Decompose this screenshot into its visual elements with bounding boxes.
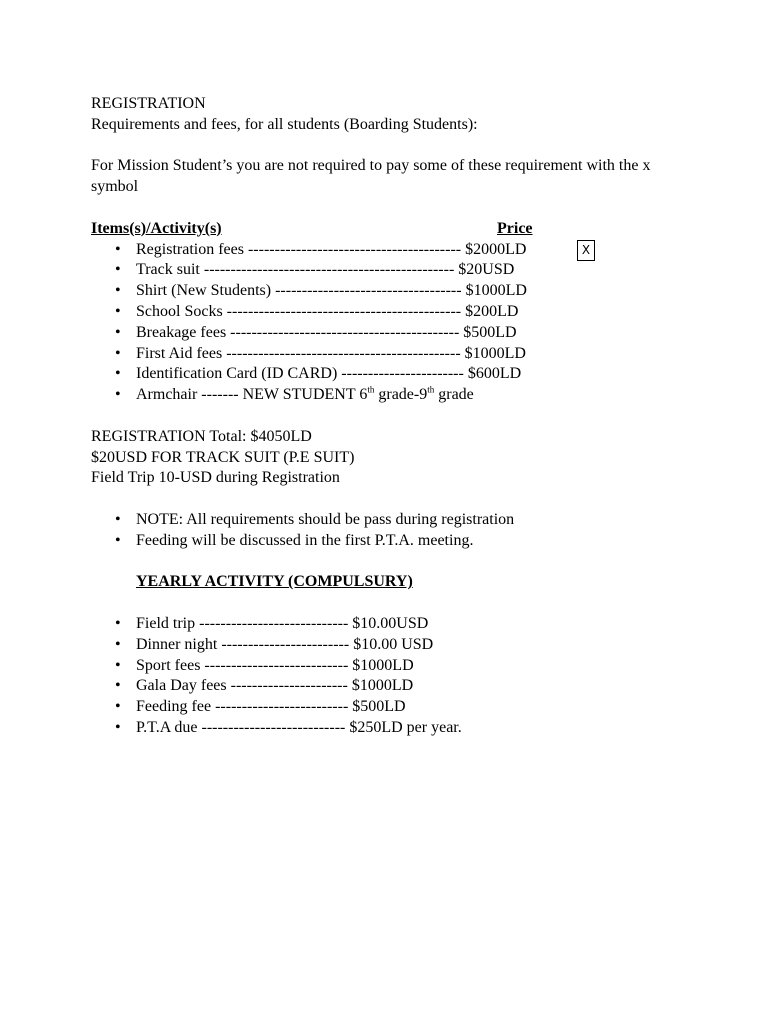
fee-item-text: Identification Card (ID CARD) ----------------------- $600LD — [136, 365, 522, 383]
track-suit-note: $20USD FOR TRACK SUIT (P.E SUIT) — [91, 448, 355, 466]
bullet-icon: • — [115, 365, 121, 383]
mission-student-note: For Mission Student’s you are not required to pay some of these requirement with the x symbol — [91, 157, 651, 196]
bullet-icon: • — [115, 718, 121, 736]
bullet-icon: • — [115, 302, 121, 320]
ordinal-suffix: th — [427, 384, 435, 395]
bullet-icon: • — [115, 614, 121, 632]
bullet-icon: • — [115, 510, 121, 528]
list-item — [91, 364, 691, 385]
spacer — [91, 136, 691, 157]
activity-item-text: P.T.A due --------------------------- $250LD per year. — [136, 718, 462, 736]
armchair-suffix: grade — [434, 386, 474, 404]
yearly-activity-title: YEARLY ACTIVITY (COMPULSURY) — [136, 573, 413, 591]
list-item — [91, 260, 691, 281]
list-item — [91, 510, 691, 531]
registration-heading: REGISTRATION — [91, 95, 206, 112]
items-column-header: Items(s)/Activity(s) — [91, 219, 222, 237]
bullet-icon: • — [115, 656, 121, 674]
notes-list — [91, 510, 691, 552]
list-item — [91, 531, 691, 552]
spacer — [91, 406, 691, 427]
spacer — [91, 593, 691, 614]
list-item — [91, 614, 691, 635]
list-item — [91, 240, 691, 261]
spacer — [91, 198, 691, 219]
armchair-middle: grade-9 — [374, 386, 428, 404]
bullet-icon: • — [115, 531, 121, 549]
spacer — [91, 552, 691, 573]
registration-total: REGISTRATION Total: $4050LD — [91, 427, 312, 445]
list-item — [91, 676, 691, 697]
bullet-icon: • — [115, 282, 121, 300]
yearly-activity-list — [91, 614, 691, 739]
fee-item-text: School Socks -------------------------------------------- $200LD — [136, 302, 519, 320]
requirements-subheading: Requirements and fees, for all students (Boarding Students): — [91, 115, 478, 133]
list-item — [91, 385, 691, 406]
note-text: NOTE: All requirements should be pass during registration — [136, 510, 515, 528]
bullet-icon: • — [115, 635, 121, 653]
fee-item-text: First Aid fees -------------------------------------------- $1000LD — [136, 344, 526, 362]
bullet-icon: • — [115, 677, 121, 695]
list-item — [91, 302, 691, 323]
items-price-header — [91, 219, 691, 240]
bullet-icon: • — [115, 698, 121, 716]
spacer — [91, 489, 691, 510]
fee-item-text: Track suit ----------------------------------------------- $20USD — [136, 261, 515, 279]
bullet-icon: • — [115, 261, 121, 279]
activity-item-text: Dinner night ------------------------ $10.00 USD — [136, 635, 434, 653]
fee-item-text: Breakage fees ------------------------------------------- $500LD — [136, 323, 517, 341]
bullet-icon: • — [115, 323, 121, 341]
activity-item-text: Field trip ---------------------------- $10.00USD — [136, 614, 429, 632]
ordinal-suffix: th — [367, 384, 375, 395]
list-item — [91, 281, 691, 302]
list-item — [91, 656, 691, 677]
list-item — [91, 697, 691, 718]
list-item — [91, 635, 691, 656]
fee-item-text: Registration fees ---------------------------------------- $2000LD — [136, 240, 527, 258]
armchair-prefix: Armchair ------- NEW STUDENT 6 — [136, 386, 368, 404]
activity-item-text: Feeding fee ------------------------- $500LD — [136, 698, 406, 716]
x-symbol-box: X — [577, 240, 595, 261]
list-item — [91, 323, 691, 344]
document-page — [91, 94, 691, 739]
list-item — [91, 344, 691, 365]
bullet-icon: • — [115, 240, 121, 258]
list-item — [91, 718, 691, 739]
activity-item-text: Sport fees --------------------------- $1000LD — [136, 656, 414, 674]
price-column-header: Price — [497, 219, 533, 237]
bullet-icon: • — [115, 386, 121, 404]
registration-fee-list — [91, 240, 691, 406]
activity-item-text: Gala Day fees ---------------------- $1000LD — [136, 677, 414, 695]
field-trip-note: Field Trip 10-USD during Registration — [91, 469, 340, 487]
fee-item-text: Shirt (New Students) ----------------------------------- $1000LD — [136, 282, 527, 300]
note-text: Feeding will be discussed in the first P.T.A. meeting. — [136, 531, 474, 549]
bullet-icon: • — [115, 344, 121, 362]
